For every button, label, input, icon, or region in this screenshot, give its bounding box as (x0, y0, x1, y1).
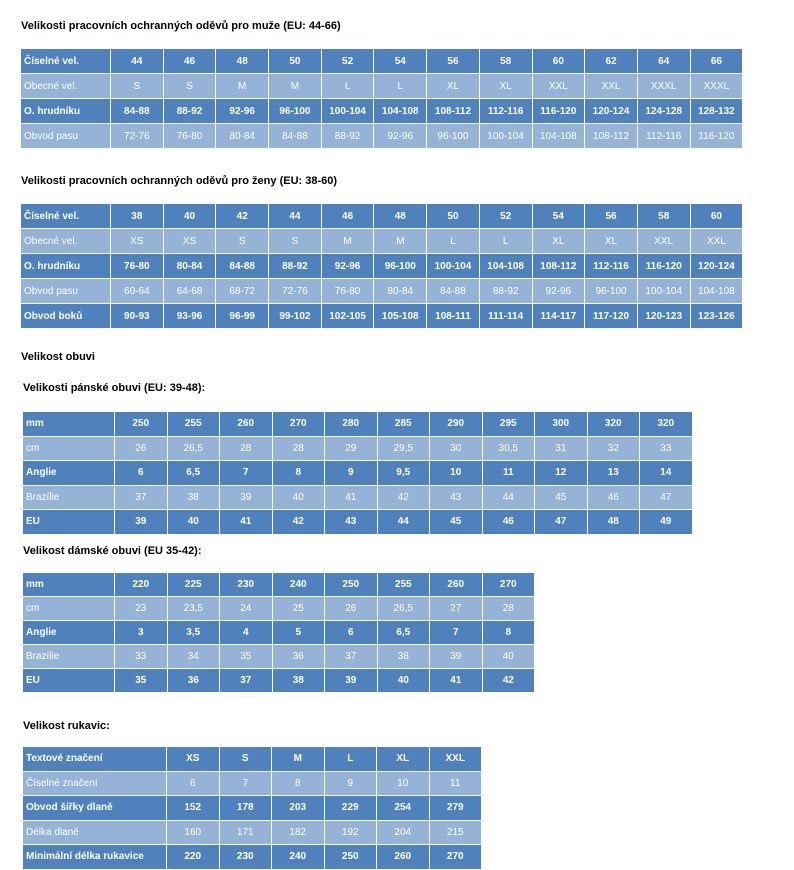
table-cell: 9 (325, 461, 378, 486)
table-cell: 36 (167, 669, 220, 693)
table-row (23, 597, 535, 621)
row-label: EU (23, 669, 115, 693)
table-cell: 88-92 (321, 124, 374, 149)
table-cell: 38 (272, 669, 325, 693)
row-label: Minimální délka rukavice (23, 845, 167, 870)
row-label: O. hrudníku (21, 254, 111, 279)
table-cell: 40 (482, 645, 535, 669)
shoes-heading: Velikost obuvi (21, 351, 95, 363)
table-cell: 11 (429, 771, 482, 796)
table-cell: 56 (427, 49, 480, 74)
table-cell: 112-116 (479, 99, 532, 124)
table-cell: 60 (532, 49, 585, 74)
table-cell: 37 (115, 485, 168, 510)
table-cell: 50 (427, 204, 480, 229)
table-cell: M (321, 229, 374, 254)
table-cell: 46 (482, 510, 535, 535)
table-cell: 204 (377, 820, 430, 845)
table-cell: 270 (482, 573, 535, 597)
table-cell: 240 (272, 845, 325, 870)
table-cell: 45 (535, 485, 588, 510)
table-row (23, 747, 482, 772)
table-cell: 7 (219, 771, 272, 796)
table-cell: 72-76 (269, 279, 322, 304)
table-cell: 46 (321, 204, 374, 229)
table-cell: 280 (325, 412, 378, 437)
table-cell: L (321, 74, 374, 99)
table-cell: 270 (272, 412, 325, 437)
table-cell: 104-108 (532, 124, 585, 149)
table-cell: S (269, 229, 322, 254)
table-cell: 285 (377, 412, 430, 437)
table-cell: 48 (587, 510, 640, 535)
table-cell: 41 (430, 669, 483, 693)
table-cell: XXL (429, 747, 482, 772)
row-label: Brazílie (23, 485, 115, 510)
table-row (23, 621, 535, 645)
men-clothing-table (20, 48, 743, 149)
table-cell: 24 (220, 597, 273, 621)
table-cell: 26 (325, 597, 378, 621)
table-cell: 39 (115, 510, 168, 535)
row-label: Obvod šířky dlaně (23, 796, 167, 821)
table-cell: 48 (216, 49, 269, 74)
table-row (23, 510, 693, 535)
table-cell: 178 (219, 796, 272, 821)
table-cell: 260 (220, 412, 273, 437)
table-cell: 92-96 (532, 279, 585, 304)
table-row (21, 99, 743, 124)
table-row (23, 573, 535, 597)
table-cell: 84-88 (269, 124, 322, 149)
table-cell: 93-96 (163, 304, 216, 329)
table-cell: 120-124 (585, 99, 638, 124)
table-cell: 255 (167, 412, 220, 437)
table-cell: 58 (637, 204, 690, 229)
table-row (23, 461, 693, 486)
table-cell: 182 (272, 820, 325, 845)
women-clothing-table (20, 203, 743, 329)
table-cell: 88-92 (163, 99, 216, 124)
table-cell: 76-80 (321, 279, 374, 304)
table-cell: 13 (587, 461, 640, 486)
table-cell: M (374, 229, 427, 254)
table-cell: 49 (640, 510, 693, 535)
table-cell: 108-111 (427, 304, 480, 329)
table-cell: 40 (167, 510, 220, 535)
table-cell: 3 (115, 621, 168, 645)
table-cell: XXL (585, 74, 638, 99)
table-row (21, 229, 743, 254)
table-cell: 46 (163, 49, 216, 74)
table-cell: 8 (272, 771, 325, 796)
row-label: Číselné vel. (21, 49, 111, 74)
table-cell: 40 (272, 485, 325, 510)
table-cell: 30,5 (482, 436, 535, 461)
row-label: Anglie (23, 621, 115, 645)
table-row (21, 124, 743, 149)
table-cell: 32 (587, 436, 640, 461)
table-cell: 88-92 (479, 279, 532, 304)
table-cell: 116-120 (690, 124, 743, 149)
table-cell: XXL (532, 74, 585, 99)
table-cell: 84-88 (427, 279, 480, 304)
table-cell: 260 (377, 845, 430, 870)
table-cell: 100-104 (427, 254, 480, 279)
table-cell: 66 (690, 49, 743, 74)
table-cell: 41 (325, 485, 378, 510)
table-cell: 27 (430, 597, 483, 621)
table-cell: 33 (640, 436, 693, 461)
table-cell: 42 (216, 204, 269, 229)
table-cell: 28 (482, 597, 535, 621)
table-cell: 23 (115, 597, 168, 621)
table-cell: 5 (272, 621, 325, 645)
table-cell: 96-100 (374, 254, 427, 279)
table-cell: 124-128 (637, 99, 690, 124)
table-cell: 42 (377, 485, 430, 510)
table-cell: 9 (324, 771, 377, 796)
row-label: O. hrudníku (21, 99, 111, 124)
table-row (21, 204, 743, 229)
row-label: Číselné vel. (21, 204, 111, 229)
table-cell: XXXL (637, 74, 690, 99)
table-cell: 26,5 (377, 597, 430, 621)
table-cell: 52 (321, 49, 374, 74)
table-cell: S (216, 229, 269, 254)
table-cell: 120-123 (637, 304, 690, 329)
table-cell: 80-84 (163, 254, 216, 279)
row-label: Anglie (23, 461, 115, 486)
women-shoes-title: Velikost dámské obuvi (EU 35-42): (23, 545, 202, 557)
table-cell: 128-132 (690, 99, 743, 124)
table-cell: 33 (115, 645, 168, 669)
table-cell: 48 (374, 204, 427, 229)
table-cell: 41 (220, 510, 273, 535)
table-cell: 26 (115, 436, 168, 461)
table-cell: 10 (430, 461, 483, 486)
men-clothing-title: Velikosti pracovních ochranných oděvů pro muže (EU: 44-66) (21, 20, 341, 32)
table-cell: 62 (585, 49, 638, 74)
row-label: Obecné vel. (21, 229, 111, 254)
row-label: Délka dlaně (23, 820, 167, 845)
table-cell: S (163, 74, 216, 99)
table-cell: 112-116 (585, 254, 638, 279)
table-cell: 40 (377, 669, 430, 693)
table-cell: 64-68 (163, 279, 216, 304)
table-cell: 38 (111, 204, 164, 229)
table-cell: 160 (167, 820, 220, 845)
table-cell: 37 (325, 645, 378, 669)
row-label: Číselné značení (23, 771, 167, 796)
table-cell: 112-116 (637, 124, 690, 149)
table-cell: 295 (482, 412, 535, 437)
table-cell: 52 (479, 204, 532, 229)
table-cell: XS (163, 229, 216, 254)
table-cell: 320 (587, 412, 640, 437)
table-cell: 39 (220, 485, 273, 510)
table-cell: 108-112 (532, 254, 585, 279)
table-cell: 250 (325, 573, 378, 597)
row-label: EU (23, 510, 115, 535)
men-shoes-title: Velikosti pánské obuvi (EU: 39-48): (23, 382, 206, 394)
table-cell: 99-102 (269, 304, 322, 329)
table-cell: 8 (482, 621, 535, 645)
table-cell: M (216, 74, 269, 99)
table-cell: M (272, 747, 325, 772)
table-cell: 54 (532, 204, 585, 229)
table-cell: 64 (637, 49, 690, 74)
table-row (23, 820, 482, 845)
table-cell: 26,5 (167, 436, 220, 461)
table-cell: 96-99 (216, 304, 269, 329)
table-cell: 80-84 (374, 279, 427, 304)
men-shoes-table (22, 411, 693, 535)
table-cell: 104-108 (479, 254, 532, 279)
table-cell: 68-72 (216, 279, 269, 304)
table-cell: 171 (219, 820, 272, 845)
table-row (21, 304, 743, 329)
table-cell: 230 (219, 845, 272, 870)
table-cell: 84-88 (111, 99, 164, 124)
table-cell: 12 (535, 461, 588, 486)
table-cell: 38 (377, 645, 430, 669)
table-cell: 255 (377, 573, 430, 597)
table-cell: L (374, 74, 427, 99)
table-cell: 250 (115, 412, 168, 437)
table-cell: 31 (535, 436, 588, 461)
row-label: Obecné vel. (21, 74, 111, 99)
table-cell: 38 (167, 485, 220, 510)
table-cell: 76-80 (163, 124, 216, 149)
table-cell: 44 (377, 510, 430, 535)
table-cell: 43 (325, 510, 378, 535)
table-cell: 39 (430, 645, 483, 669)
table-cell: 10 (377, 771, 430, 796)
table-cell: 260 (430, 573, 483, 597)
table-cell: 240 (272, 573, 325, 597)
table-cell: 37 (220, 669, 273, 693)
table-cell: L (427, 229, 480, 254)
table-cell: 84-88 (216, 254, 269, 279)
table-cell: 230 (220, 573, 273, 597)
table-cell: 111-114 (479, 304, 532, 329)
table-cell: 30 (430, 436, 483, 461)
table-cell: 44 (269, 204, 322, 229)
table-cell: 225 (167, 573, 220, 597)
table-cell: 100-104 (321, 99, 374, 124)
table-cell: 50 (269, 49, 322, 74)
table-cell: 90-93 (111, 304, 164, 329)
table-cell: 29,5 (377, 436, 430, 461)
table-cell: 40 (163, 204, 216, 229)
table-cell: 123-126 (690, 304, 743, 329)
table-cell: 108-112 (427, 99, 480, 124)
table-cell: 72-76 (111, 124, 164, 149)
table-cell: 220 (115, 573, 168, 597)
table-cell: XL (427, 74, 480, 99)
table-row (21, 279, 743, 304)
table-cell: 117-120 (585, 304, 638, 329)
table-cell: 34 (167, 645, 220, 669)
table-cell: 96-100 (269, 99, 322, 124)
table-cell: 254 (377, 796, 430, 821)
gloves-table (22, 746, 482, 870)
table-cell: 105-108 (374, 304, 427, 329)
table-cell: 58 (479, 49, 532, 74)
table-cell: 56 (585, 204, 638, 229)
table-cell: 192 (324, 820, 377, 845)
table-cell: XXL (690, 229, 743, 254)
row-label: Obvod pasu (21, 124, 111, 149)
table-cell: 46 (587, 485, 640, 510)
table-cell: 270 (429, 845, 482, 870)
table-cell: XS (167, 747, 220, 772)
table-row (23, 845, 482, 870)
table-cell: 320 (640, 412, 693, 437)
table-cell: 28 (272, 436, 325, 461)
table-cell: 76-80 (111, 254, 164, 279)
table-cell: 116-120 (532, 99, 585, 124)
table-cell: 203 (272, 796, 325, 821)
table-cell: 6,5 (377, 621, 430, 645)
table-cell: 25 (272, 597, 325, 621)
table-cell: 152 (167, 796, 220, 821)
table-cell: 100-104 (637, 279, 690, 304)
table-cell: 6 (325, 621, 378, 645)
table-cell: 36 (272, 645, 325, 669)
table-cell: XL (479, 74, 532, 99)
table-cell: 96-100 (585, 279, 638, 304)
row-label: Obvod boků (21, 304, 111, 329)
table-cell: S (111, 74, 164, 99)
table-cell: S (219, 747, 272, 772)
table-cell: 47 (535, 510, 588, 535)
table-row (23, 796, 482, 821)
table-cell: XXXL (690, 74, 743, 99)
table-row (23, 669, 535, 693)
table-cell: 114-117 (532, 304, 585, 329)
table-cell: 44 (482, 485, 535, 510)
table-cell: 104-108 (374, 99, 427, 124)
table-cell: XS (111, 229, 164, 254)
table-cell: L (324, 747, 377, 772)
table-row (23, 436, 693, 461)
table-row (23, 485, 693, 510)
table-cell: XL (532, 229, 585, 254)
table-cell: 116-120 (637, 254, 690, 279)
table-cell: 100-104 (479, 124, 532, 149)
row-label: mm (23, 573, 115, 597)
table-cell: XXL (637, 229, 690, 254)
table-cell: 8 (272, 461, 325, 486)
table-cell: 29 (325, 436, 378, 461)
table-cell: 120-124 (690, 254, 743, 279)
table-cell: XL (585, 229, 638, 254)
table-cell: 60-64 (111, 279, 164, 304)
table-cell: 102-105 (321, 304, 374, 329)
table-cell: XL (377, 747, 430, 772)
table-cell: M (269, 74, 322, 99)
table-row (23, 645, 535, 669)
table-cell: 6 (167, 771, 220, 796)
table-row (21, 74, 743, 99)
row-label: Brazílie (23, 645, 115, 669)
table-cell: 92-96 (216, 99, 269, 124)
gloves-title: Velikost rukavic: (23, 720, 110, 732)
women-clothing-title: Velikosti pracovních ochranných oděvů pro ženy (EU: 38-60) (21, 175, 338, 187)
table-cell: 28 (220, 436, 273, 461)
table-cell: 60 (690, 204, 743, 229)
table-cell: 4 (220, 621, 273, 645)
table-cell: 7 (220, 461, 273, 486)
table-row (21, 49, 743, 74)
table-cell: 47 (640, 485, 693, 510)
table-cell: 44 (111, 49, 164, 74)
row-label: Textové značení (23, 747, 167, 772)
table-cell: 45 (430, 510, 483, 535)
table-cell: 290 (430, 412, 483, 437)
table-cell: 104-108 (690, 279, 743, 304)
women-shoes-table (22, 572, 535, 693)
row-label: cm (23, 436, 115, 461)
table-cell: 92-96 (321, 254, 374, 279)
table-cell: 6 (115, 461, 168, 486)
table-cell: 35 (220, 645, 273, 669)
table-row (21, 254, 743, 279)
table-cell: 215 (429, 820, 482, 845)
table-cell: 300 (535, 412, 588, 437)
table-cell: 11 (482, 461, 535, 486)
table-cell: 96-100 (427, 124, 480, 149)
table-cell: 80-84 (216, 124, 269, 149)
row-label: cm (23, 597, 115, 621)
table-cell: 42 (272, 510, 325, 535)
table-cell: L (479, 229, 532, 254)
table-cell: 108-112 (585, 124, 638, 149)
table-cell: 6,5 (167, 461, 220, 486)
table-cell: 92-96 (374, 124, 427, 149)
table-cell: 229 (324, 796, 377, 821)
table-cell: 220 (167, 845, 220, 870)
table-cell: 279 (429, 796, 482, 821)
table-row (23, 771, 482, 796)
table-row (23, 412, 693, 437)
table-cell: 9,5 (377, 461, 430, 486)
table-cell: 54 (374, 49, 427, 74)
table-cell: 3,5 (167, 621, 220, 645)
table-cell: 39 (325, 669, 378, 693)
table-cell: 250 (324, 845, 377, 870)
table-cell: 43 (430, 485, 483, 510)
table-cell: 23,5 (167, 597, 220, 621)
table-cell: 7 (430, 621, 483, 645)
table-cell: 14 (640, 461, 693, 486)
row-label: Obvod pasu (21, 279, 111, 304)
table-cell: 42 (482, 669, 535, 693)
row-label: mm (23, 412, 115, 437)
table-cell: 88-92 (269, 254, 322, 279)
table-cell: 35 (115, 669, 168, 693)
